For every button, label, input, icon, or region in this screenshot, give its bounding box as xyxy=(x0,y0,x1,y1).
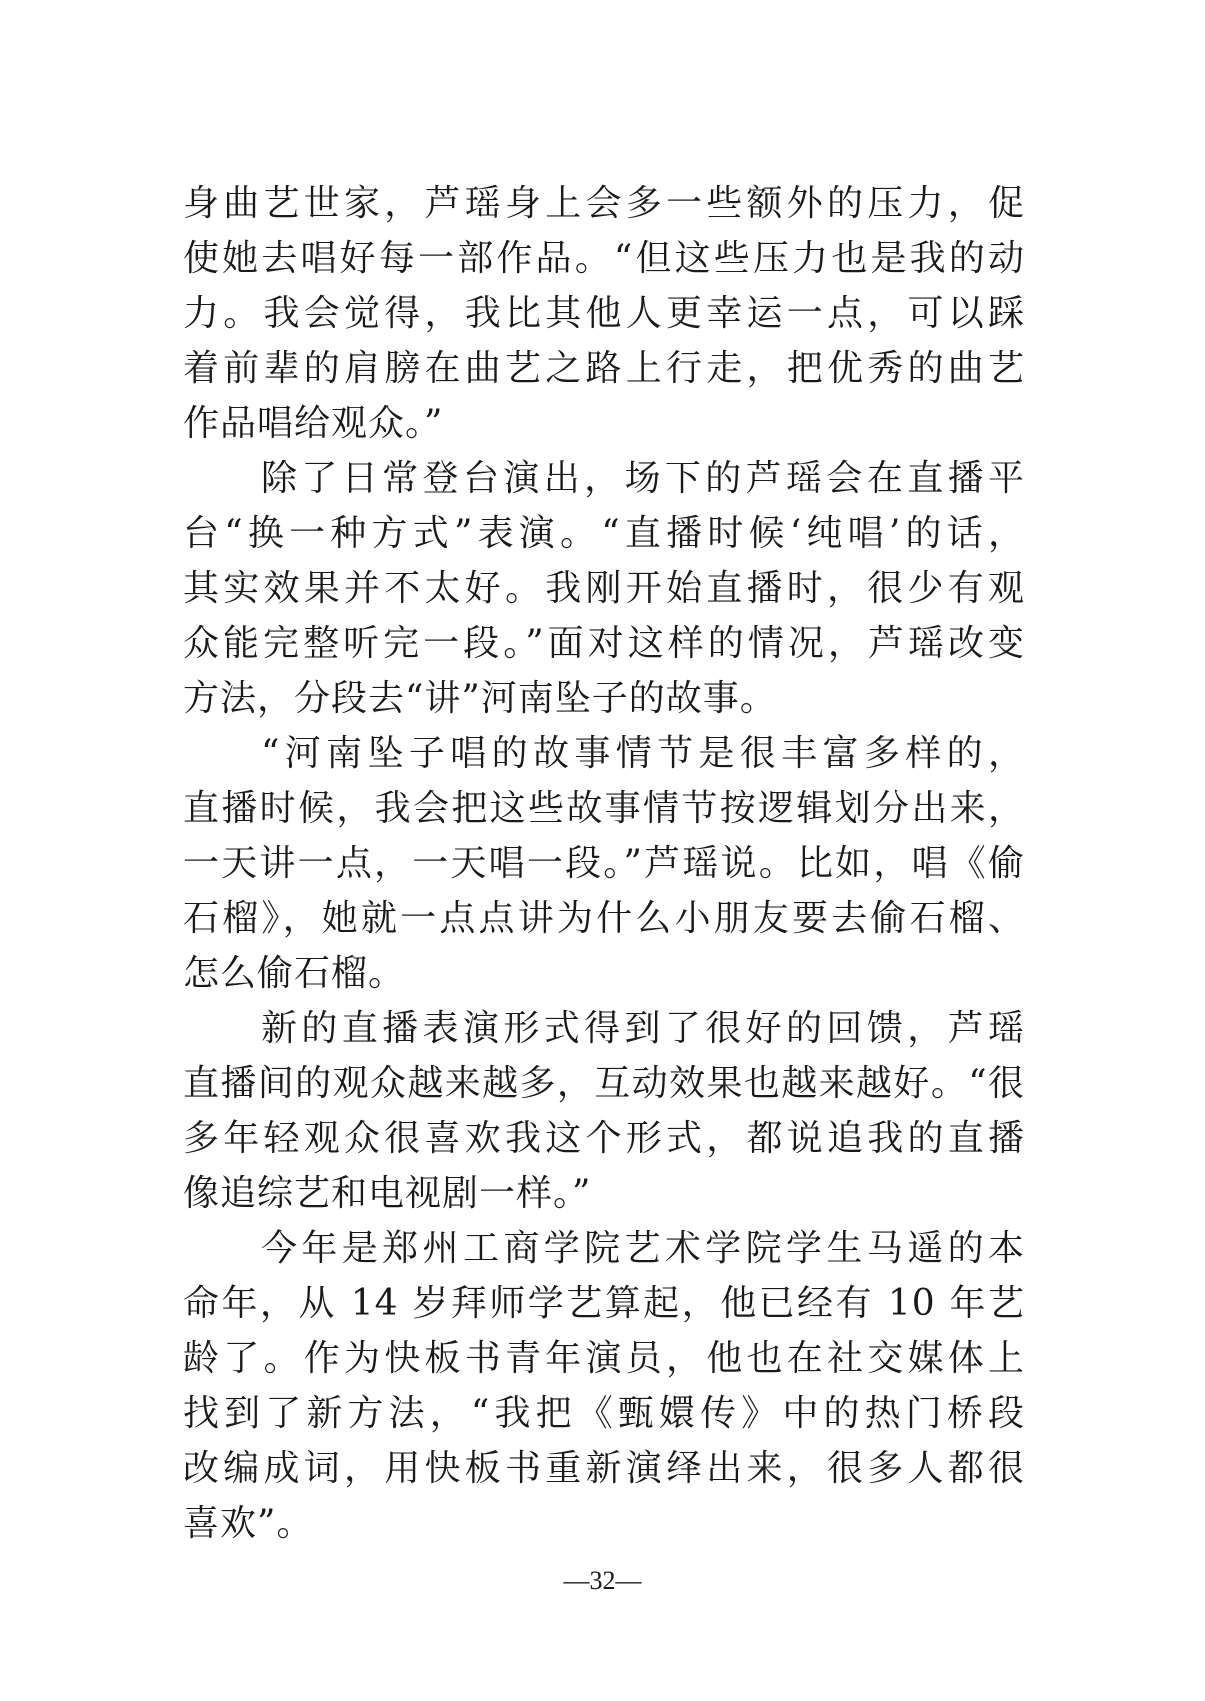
text-line: 新的直播表演形式得到了很好的回馈，芦瑶 xyxy=(261,1008,1025,1049)
page-number: —32— xyxy=(563,1566,642,1595)
paragraph xyxy=(183,726,1025,1001)
text-line: 石榴》，她就一点点讲为什么小朋友要去偷石榴、 xyxy=(183,898,1025,939)
paragraph xyxy=(183,176,1025,451)
text-line: 找到了新方法，“我把《甄嬛传》中的热门桥段 xyxy=(183,1393,1025,1434)
text-line: 像追综艺和电视剧一样。” xyxy=(183,1173,592,1214)
text-line: 其实效果并不太好。我刚开始直播时，很少有观 xyxy=(183,568,1025,609)
text-line: 改编成词，用快板书重新演绎出来，很多人都很 xyxy=(183,1448,1025,1489)
paragraph xyxy=(183,1221,1025,1551)
text-line: 身曲艺世家，芦瑶身上会多一些额外的压力，促 xyxy=(183,183,1025,224)
text-line: 着前辈的肩膀在曲艺之路上行走，把优秀的曲艺 xyxy=(183,348,1025,389)
text-line: 力。我会觉得，我比其他人更幸运一点，可以踩 xyxy=(183,293,1025,334)
text-line: 直播间的观众越来越多，互动效果也越来越好。“很 xyxy=(183,1063,1025,1104)
text-line: 使她去唱好每一部作品。“但这些压力也是我的动 xyxy=(183,238,1025,279)
paragraph xyxy=(183,451,1025,726)
text-line: 方法，分段去“讲”河南坠子的故事。 xyxy=(183,678,777,719)
text-line: 多年轻观众很喜欢我这个形式，都说追我的直播 xyxy=(183,1118,1025,1159)
text-line: 台“换一种方式”表演。“直播时候‘纯唱’的话， xyxy=(183,513,1025,554)
text-line: 一天讲一点，一天唱一段。”芦瑶说。比如，唱《偷 xyxy=(183,843,1025,884)
text-line: 怎么偷石榴。 xyxy=(183,953,406,994)
text-line: 除了日常登台演出，场下的芦瑶会在直播平 xyxy=(261,458,1025,499)
paragraph xyxy=(183,1001,1025,1221)
text-line: 今年是郑州工商学院艺术学院学生马遥的本 xyxy=(261,1228,1025,1269)
text-line: 作品唱给观众。” xyxy=(183,403,444,444)
text-line: “河南坠子唱的故事情节是很丰富多样的， xyxy=(261,733,1025,774)
text-line: 喜欢”。 xyxy=(183,1503,314,1544)
text-line: 龄了。作为快板书青年演员，他也在社交媒体上 xyxy=(183,1338,1025,1379)
document-body xyxy=(183,176,1025,1551)
text-line: 直播时候，我会把这些故事情节按逻辑划分出来， xyxy=(183,788,1025,829)
text-line: 命年，从 14 岁拜师学艺算起，他已经有 10 年艺 xyxy=(183,1283,1025,1324)
text-line: 众能完整听完一段。”面对这样的情况，芦瑶改变 xyxy=(183,623,1025,664)
